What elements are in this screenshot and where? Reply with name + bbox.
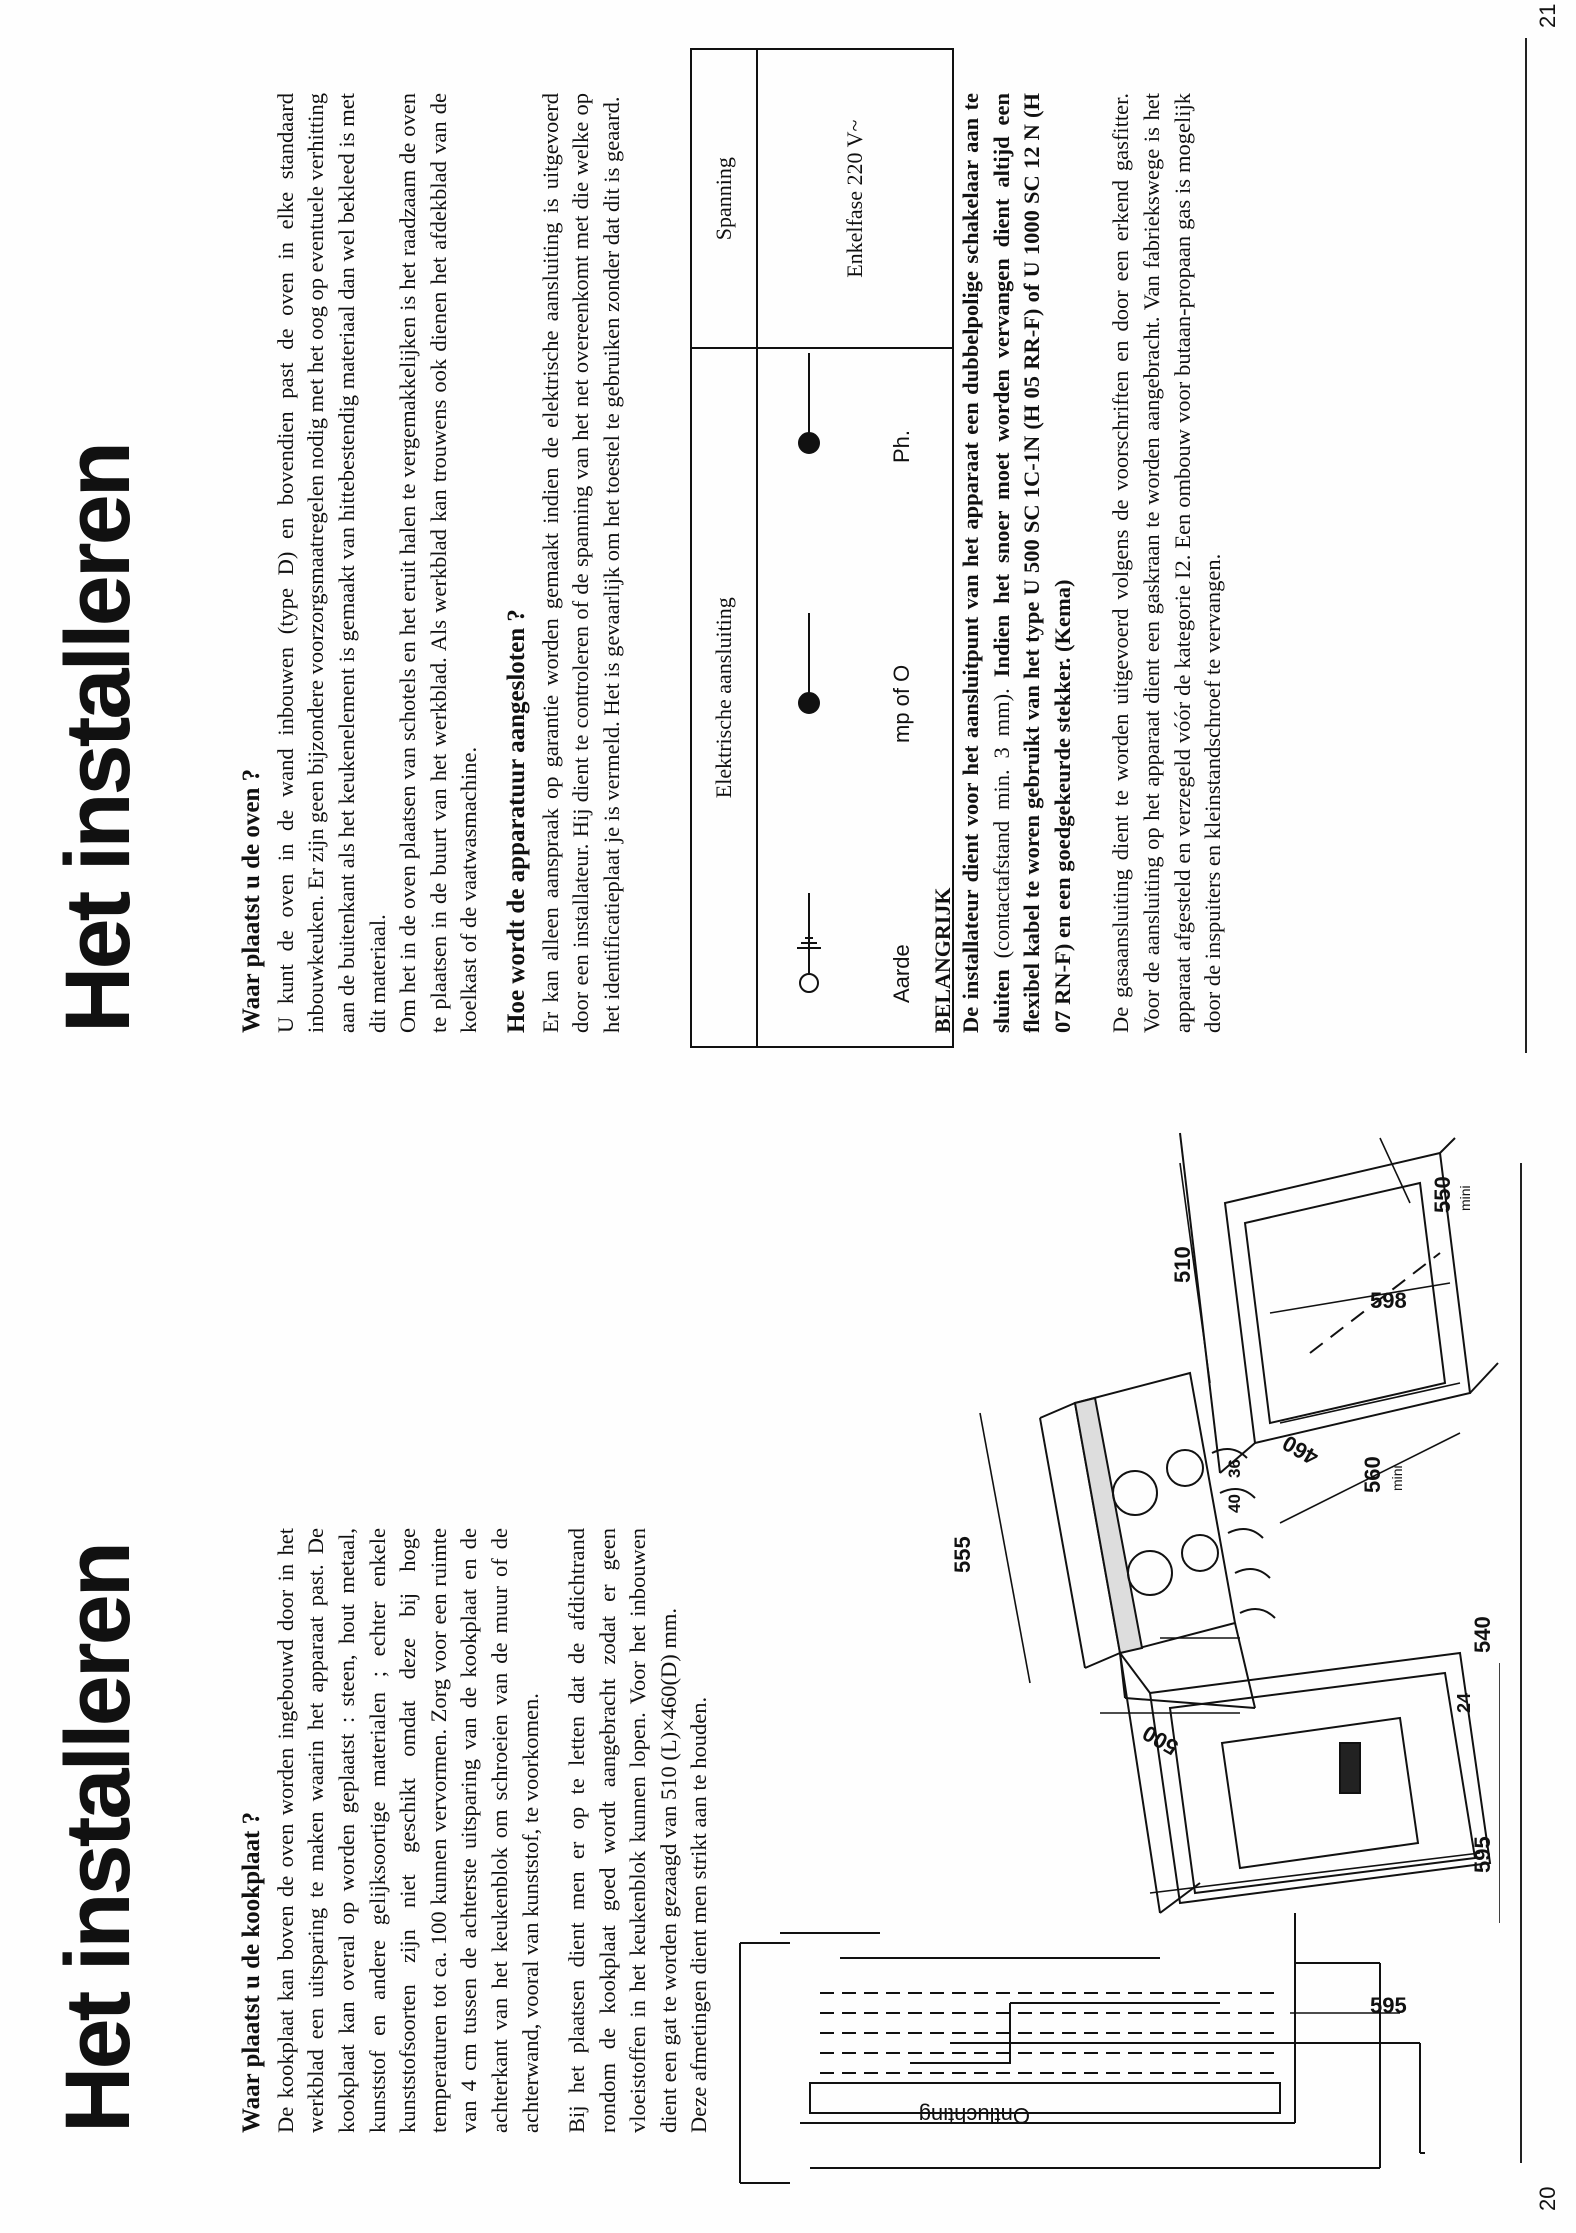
- installation-diagram: [680, 1128, 1500, 2213]
- hob-paragraph-3: Deze afmetingen dient men strikt aan te houden.: [686, 1696, 712, 2133]
- dim-598: 598: [1370, 1288, 1407, 1313]
- oven-section-heading: Waar plaatst u de oven ?: [238, 768, 265, 1033]
- left-text-column: [238, 1528, 715, 2133]
- important-normal-1: (contactafstand min. 3 mm).: [988, 677, 1014, 970]
- dimension-lines: [980, 1138, 1500, 2013]
- phase-terminal-icon: [799, 433, 819, 453]
- right-page-title: Het installeren: [47, 444, 149, 1033]
- table-header-voltage: Spanning: [691, 49, 757, 348]
- left-page-number: 20: [1535, 2186, 1560, 2211]
- dim-560-sub: mini: [1389, 1465, 1405, 1491]
- hob-section-heading: Waar plaatst u de kookplaat ?: [238, 1811, 265, 2133]
- table-wiring-cell: [757, 348, 953, 1047]
- left-page-title: Het installeren: [47, 1544, 149, 2133]
- dim-40: 40: [1225, 1494, 1244, 1513]
- connection-table: [690, 48, 954, 1048]
- important-paragraph: [956, 93, 1078, 1033]
- right-text-column-bottom: [930, 93, 1229, 1033]
- neutral-terminal-icon: [799, 693, 819, 713]
- table-voltage-cell: Enkelfase 220 V~: [757, 49, 953, 348]
- hob-paragraph-2: Bij het plaatsen dient men er op te letten dat de afdichtrand rondom de kookplaat goed wordt aangebracht zodat er geen vloeistoffen in het keukenblok kunnen lopen. Voor het inbouwen dient een gat te worden gezaagd van 510 (L)×460(D) mm.: [564, 1528, 681, 2133]
- ventilation-cabinet-sketch: [740, 1913, 1425, 2183]
- gas-paragraph: De gasaansluiting dient te worden uitgevoerd volgens de voorschriften en door een erkend gasfitter. Voor de aansluiting op het apparaat dient een gaskraan te worden aangebracht. Van fabriekswege is het apparaat afgesteld en verzegeld vóór de kategorie I2. Een ombouw voor butaan-propaan gas is mogelijk door de inspuiters en kleinstandschroef te vervangen.: [1108, 93, 1226, 1033]
- label-mp: mp of O: [889, 664, 914, 743]
- hob-paragraph-1: De kookplaat kan boven de oven worden ingebouwd door in het werkblad een uitsparing te maken waarin het apparaat past. De kookplaat kan overal op worden geplaatst : steen, hout metaal, kunststof en andere gelijksoortige materialen ; echter enkele kunststofsoorten zijn niet geschikt omdat deze bij hoge temperaturen tot ca. 100 kunnen vervormen. Zorg voor een ruimte van 4 cm tussen de achterste uitsparing van de kookplaat en de achterkant van het keukenblok om schroeien van de muur of de achterwand, vooral van kunststof, te voorkomen.: [272, 1528, 543, 2133]
- oven-paragraph-1: U kunt de oven in de wand inbouwen (type D) en bovendien past de oven in elke standaard inbouwkeuken. Er zijn geen bijzondere voorzorgsmaatregelen nodig met het oog op eventuele verhitting aan de buitenkant als het keukenelement is gemaakt van hittebestendig materiaal dan wel bekleed is met dit materiaal.: [272, 93, 390, 1033]
- dim-550-sub: mini: [1457, 1185, 1473, 1211]
- important-heading: BELANGRIJK: [930, 887, 955, 1033]
- table-header-connection: Elektrische aansluiting: [691, 348, 757, 1047]
- dim-24: 24: [1454, 1692, 1474, 1713]
- cooktop-sketch: [1040, 1373, 1275, 1708]
- right-footer-rule: [1525, 38, 1527, 1053]
- dim-555: 555: [950, 1536, 975, 1573]
- label-ph: Ph.: [889, 429, 914, 463]
- dim-550: 550: [1430, 1176, 1455, 1213]
- right-page-number: 21: [1535, 3, 1560, 28]
- dim-510: 510: [1170, 1246, 1195, 1283]
- important-bold-1: De installateur dient voor het aansluitpunt van het apparaat een dubbelpolige schakelaar aan te sluiten: [958, 93, 1014, 1033]
- dim-460: 460: [1278, 1430, 1323, 1471]
- dim-36: 36: [1225, 1459, 1244, 1478]
- right-text-column-top: [238, 93, 627, 1033]
- connection-paragraph: Er kan alleen aanspraak op garantie worden gemaakt indien de elektrische aansluiting is uitgevoerd door een installateur. Hij dient te controleren of de spanning van het net overeenkomt met die welke op het identificatieplaat je is vermeld. Het is gevaarlijk om het toestel te gebruiken zonder dat dit is geaard.: [537, 93, 624, 1033]
- oven-paragraph-2: Om het in de oven plaatsen van schotels en het eruit halen te vergemakkelijken is het raadzaam de oven te plaatsen in de buurt van het werkblad. Als werkblad kan trouwens ook dienen het afdekblad van de koelkast of de vaatwasmachine.: [395, 93, 482, 1033]
- dim-540: 540: [1470, 1616, 1495, 1653]
- connection-table-wrapper: [690, 48, 954, 1048]
- dim-595-a: 595: [1470, 1836, 1495, 1873]
- left-footer-rule: [1520, 1163, 1522, 2163]
- important-bold-2: Indien het snoer moet worden vervangen dient altijd een flexibel kabel te woren gebruikt van het type U 500 SC 1C-1N (H 05 RR-F) of U 1000 SC 12 N (H 07 RN-F) en een goedgekeurde stekker. (Kema): [988, 93, 1075, 1033]
- dim-560: 560: [1360, 1456, 1385, 1493]
- label-earth: Aarde: [889, 943, 914, 1003]
- wiring-symbols: [759, 353, 945, 1043]
- dim-595-b: 595: [1370, 1993, 1407, 2018]
- dim-500: 500: [1138, 1720, 1183, 1761]
- vent-label: Ontluchting: [918, 2103, 1030, 2128]
- connection-section-heading: Hoe wordt de apparatuur aangesloten ?: [502, 609, 530, 1033]
- earth-terminal-icon: [800, 974, 818, 992]
